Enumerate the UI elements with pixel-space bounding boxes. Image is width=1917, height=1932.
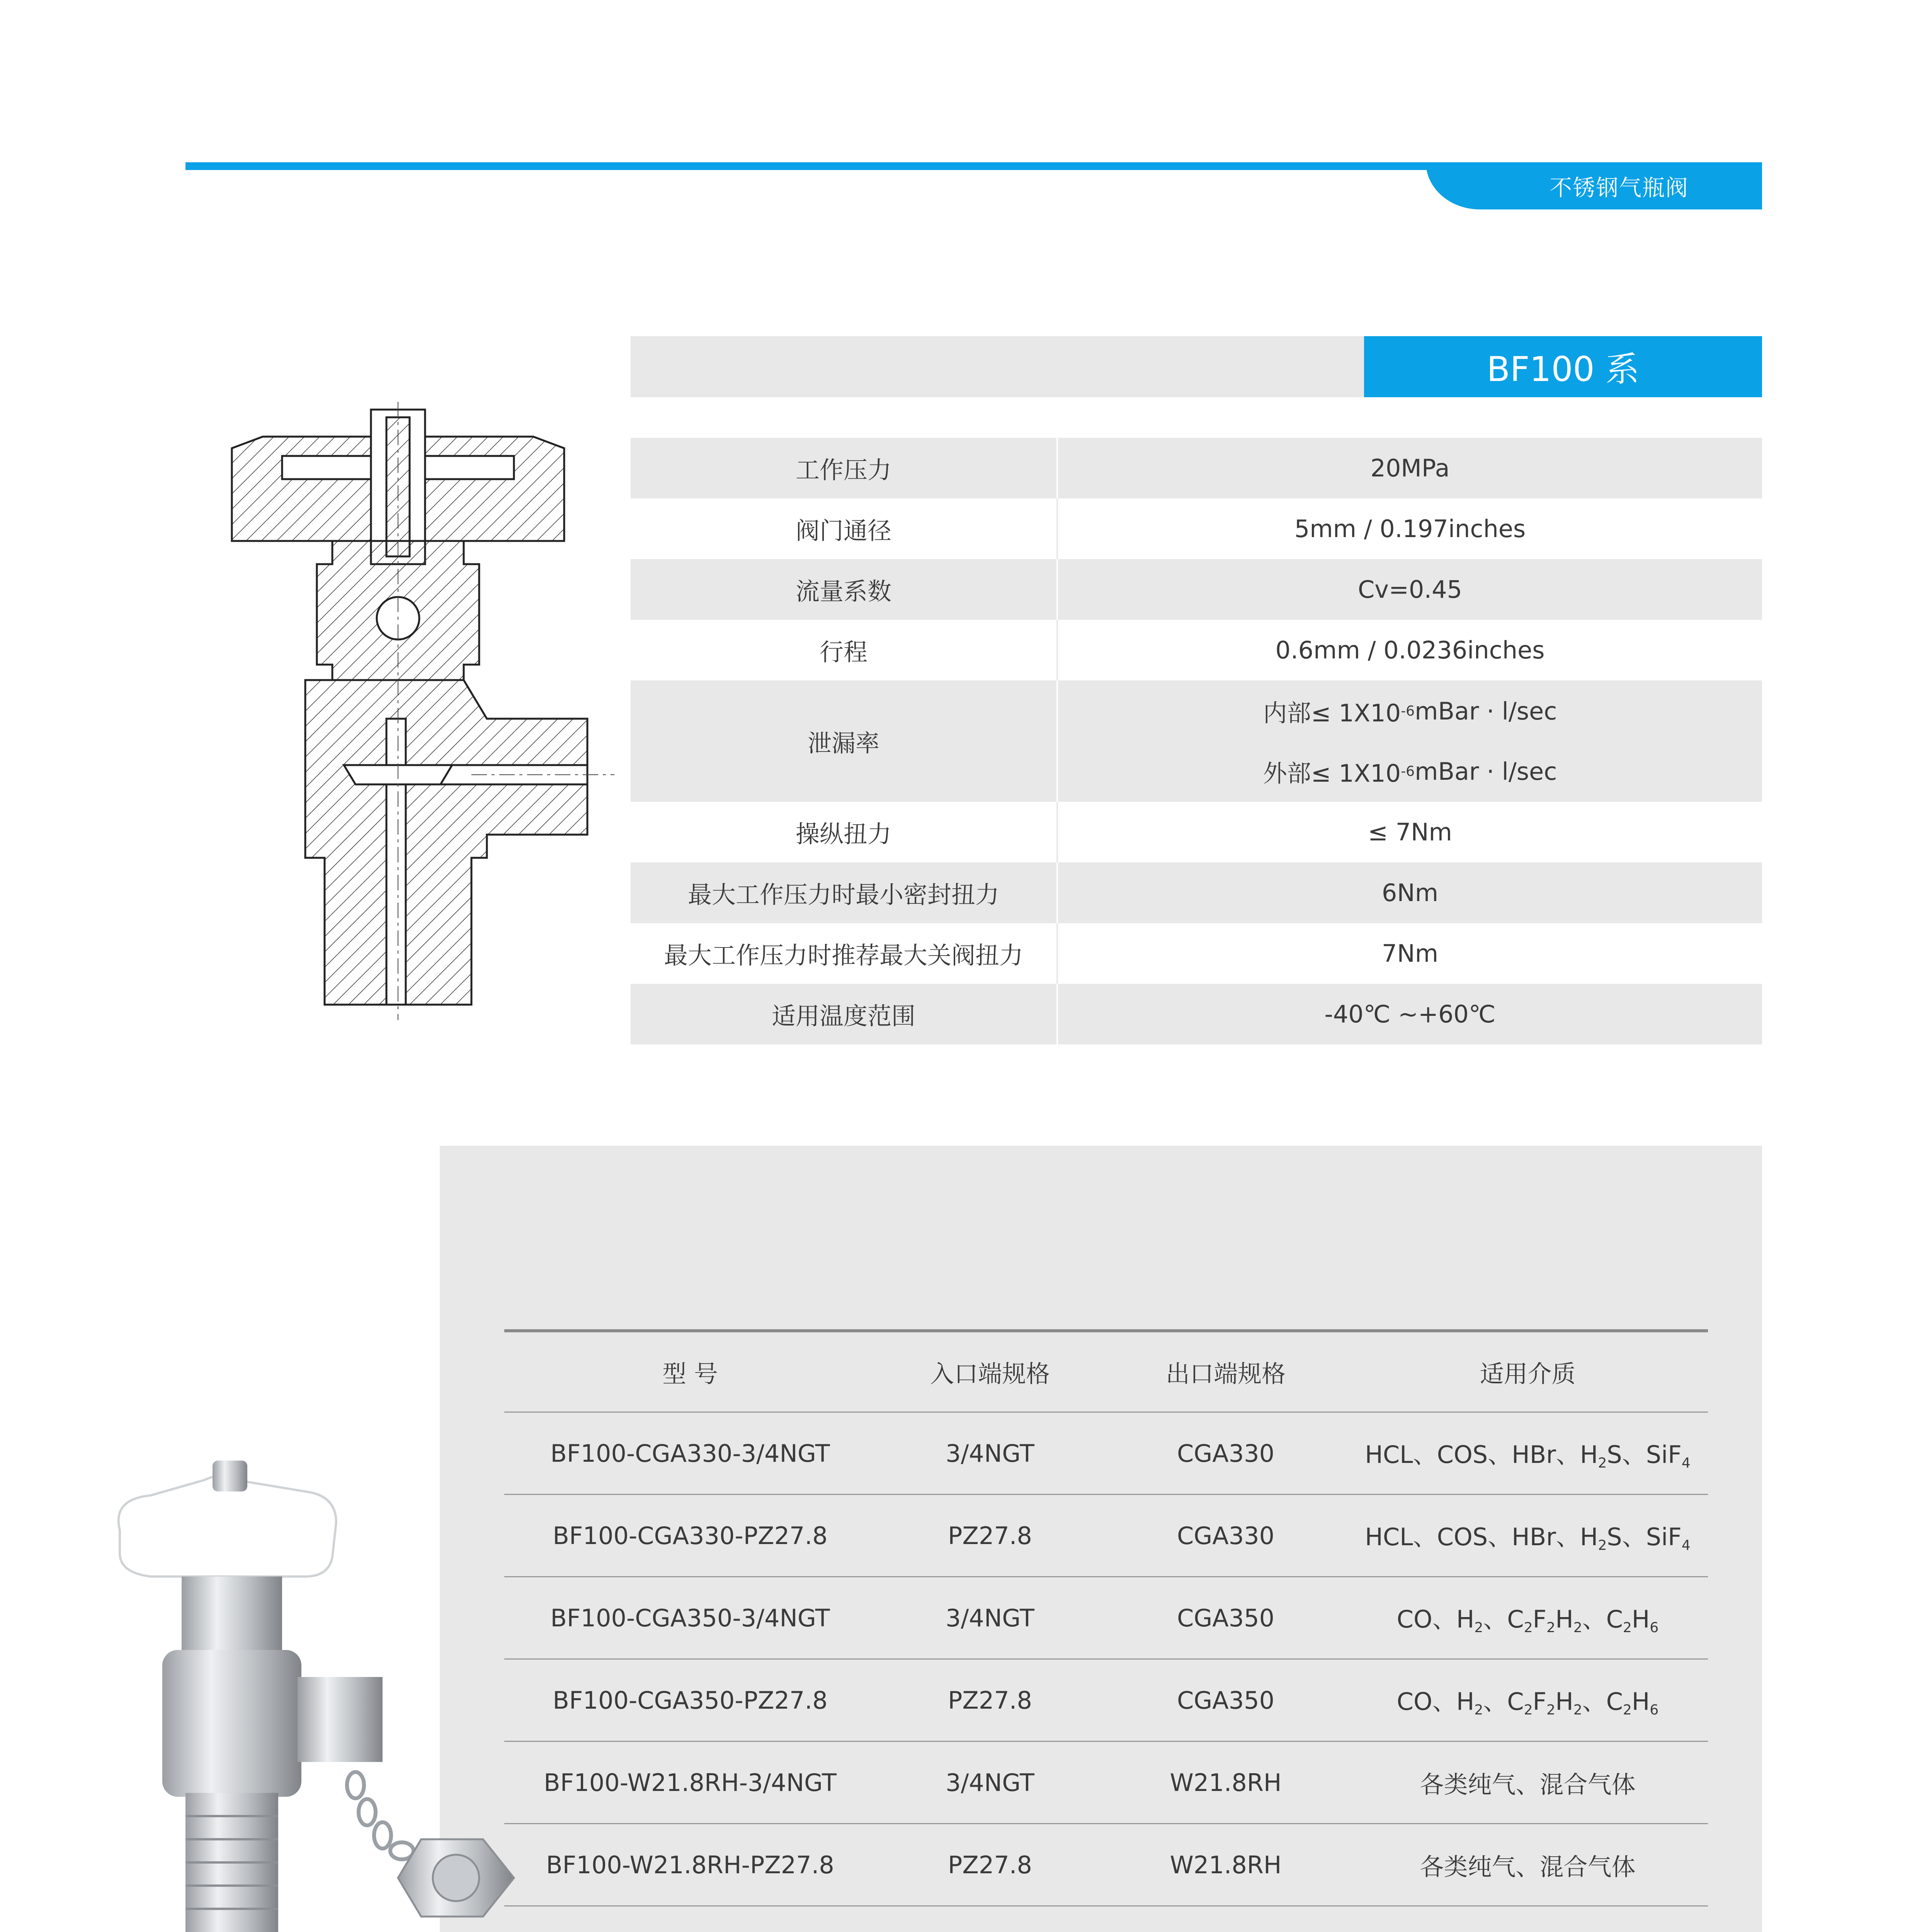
model-table-header bbox=[504, 1332, 1708, 1412]
cell-media: HCL、COS、HBr、$H_2S$、SiF$_4$ bbox=[1365, 1440, 1691, 1471]
cell-media: 各类纯气、混合气体 bbox=[1420, 1852, 1636, 1881]
valve-cross-section-drawing bbox=[216, 402, 614, 1028]
header-media: 适用介质 bbox=[1480, 1360, 1576, 1388]
cell-outlet: W21.8RH bbox=[1170, 1768, 1282, 1797]
header-model: 型 号 bbox=[662, 1360, 718, 1388]
spec-key: 最大工作压力时最小密封扭力 bbox=[631, 862, 1058, 923]
spec-value: Cv=0.45 bbox=[1358, 575, 1462, 604]
table-row bbox=[504, 1905, 1708, 1932]
spec-key: 工作压力 bbox=[631, 438, 1058, 498]
spec-key: 操纵扭力 bbox=[631, 802, 1058, 862]
section-title: 不锈钢气瓶阀 bbox=[1549, 175, 1689, 201]
cell-inlet: 3/4NGT bbox=[946, 1604, 1034, 1632]
spec-key: 流量系数 bbox=[631, 559, 1058, 620]
spec-key: 适用温度范围 bbox=[631, 984, 1058, 1044]
cell-inlet: PZ27.8 bbox=[948, 1850, 1032, 1879]
spec-row bbox=[631, 620, 1762, 680]
table-row bbox=[504, 1576, 1708, 1658]
spec-row bbox=[631, 438, 1762, 498]
cell-media: CO、$H_2$、$C_2F_2H_2$、$C_2H_6$ bbox=[1397, 1605, 1659, 1636]
series-label: BF100 系 bbox=[1364, 336, 1762, 397]
cell-outlet: CGA350 bbox=[1177, 1604, 1275, 1632]
table-row bbox=[504, 1658, 1708, 1741]
cell-model: BF100-CGA350-3/4NGT bbox=[550, 1604, 830, 1632]
section-tab bbox=[1426, 162, 1762, 209]
cell-media: HCL、COS、HBr、$H_2S$、SiF$_4$ bbox=[1365, 1523, 1691, 1553]
spec-value: 5mm / 0.197inches bbox=[1294, 515, 1526, 543]
spec-value-outer: 外部≤ 1X10 -6 mBar · l/sec bbox=[1263, 757, 1557, 787]
spec-value-inner: 内部≤ 1X10 -6 mBar · l/sec bbox=[1263, 697, 1557, 727]
spec-table bbox=[631, 438, 1762, 1044]
spec-row bbox=[631, 498, 1762, 559]
spec-row bbox=[631, 923, 1762, 984]
spec-key: 阀门通径 bbox=[631, 498, 1058, 559]
spec-value: 7Nm bbox=[1381, 939, 1439, 968]
spec-row bbox=[631, 680, 1762, 802]
cell-outlet: CGA350 bbox=[1177, 1686, 1275, 1714]
header-inlet: 入口端规格 bbox=[930, 1360, 1050, 1388]
spec-value: 20MPa bbox=[1370, 454, 1450, 482]
spec-row bbox=[631, 862, 1762, 923]
valve-product-photo bbox=[104, 1453, 560, 1932]
spec-row bbox=[631, 802, 1762, 862]
spec-value: 0.6mm / 0.0236inches bbox=[1275, 636, 1545, 664]
cell-inlet: PZ27.8 bbox=[948, 1521, 1032, 1550]
spec-value: ≤ 7Nm bbox=[1368, 818, 1452, 846]
spec-key: 泄漏率 bbox=[631, 680, 1058, 802]
cell-outlet: W21.8RH bbox=[1170, 1850, 1282, 1879]
cell-inlet: 3/4NGT bbox=[946, 1768, 1034, 1797]
table-row bbox=[504, 1741, 1708, 1823]
cell-model: BF100-W21.8RH-3/4NGT bbox=[544, 1768, 837, 1797]
cell-media: 各类纯气、混合气体 bbox=[1420, 1770, 1636, 1799]
spec-row bbox=[631, 984, 1762, 1044]
cell-model: BF100-W21.8RH-PZ27.8 bbox=[546, 1850, 834, 1879]
cell-model: BF100-CGA330-PZ27.8 bbox=[553, 1521, 828, 1550]
cell-media: CO、$H_2$、$C_2F_2H_2$、$C_2H_6$ bbox=[1397, 1687, 1659, 1718]
cell-outlet: CGA330 bbox=[1177, 1521, 1275, 1550]
cell-inlet: PZ27.8 bbox=[948, 1686, 1032, 1714]
cell-model: BF100-CGA350-PZ27.8 bbox=[553, 1686, 828, 1714]
table-row bbox=[504, 1412, 1708, 1494]
spec-value: 6Nm bbox=[1381, 879, 1439, 907]
cell-media bbox=[1347, 1930, 1708, 1932]
cell-inlet: 3/4NGT bbox=[946, 1439, 1034, 1468]
model-table bbox=[504, 1329, 1708, 1932]
header-outlet: 出口端规格 bbox=[1165, 1360, 1286, 1388]
spec-row bbox=[631, 559, 1762, 620]
spec-key: 行程 bbox=[631, 620, 1058, 680]
table-row bbox=[504, 1823, 1708, 1905]
spec-value: -40℃ ~+60℃ bbox=[1324, 1000, 1496, 1028]
cell-outlet: CGA330 bbox=[1177, 1439, 1275, 1468]
spec-key: 最大工作压力时推荐最大关阀扭力 bbox=[631, 923, 1058, 984]
series-bar bbox=[631, 336, 1762, 397]
cell-model: BF100-CGA330-3/4NGT bbox=[550, 1439, 830, 1468]
table-row bbox=[504, 1494, 1708, 1576]
